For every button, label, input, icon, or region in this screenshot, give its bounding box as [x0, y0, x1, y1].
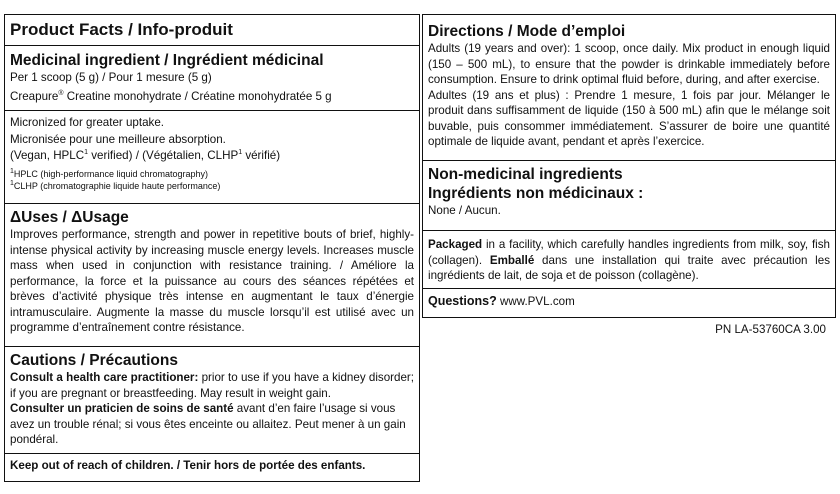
ingredient-name: Creatine monohydrate / Créatine monohydratée 5 g — [63, 89, 332, 103]
cautions-en-bold: Consult a health care practitioner: — [10, 371, 199, 384]
cautions-fr-text: avant d’en faire l’usage si vous avez un trouble rénal; si vous êtes enceinte ou allaitez. Peut mener à un gain pondéral. — [10, 402, 406, 446]
product-facts-title: Product Facts / Info-produit — [10, 20, 233, 39]
packaged-section — [423, 231, 835, 289]
packaged-fr-bold: Emballé — [489, 253, 535, 267]
footnote-hplc-text: HPLC (high-performance liquid chromatography) — [13, 168, 208, 179]
non-medicinal-section — [423, 161, 835, 231]
directions-section — [423, 15, 835, 161]
vegan-text-a: (Vegan, HPLC — [10, 149, 85, 162]
cautions-heading: Cautions / Précautions — [10, 352, 178, 369]
packaged-fr-text: dans une installation qui traite avec précaution les ingrédients de lait, de soja et de poisson (collagène). — [428, 253, 831, 282]
medicinal-ingredient-line — [10, 89, 414, 105]
ingredient-brand: Creapure — [10, 89, 59, 103]
micronized-fr: Micronisée pour une meilleure absorption. — [10, 132, 226, 146]
cautions-fr-bold: Consulter un praticien de soins de santé — [10, 402, 234, 415]
keep-out-warning — [10, 458, 414, 474]
serving-size: Per 1 scoop (5 g) / Pour 1 mesure (5 g) — [10, 71, 212, 84]
product-facts-panel — [4, 14, 420, 482]
non-medicinal-heading-fr: Ingrédients non médicinaux : — [428, 185, 644, 202]
uses-text: Improves performance, strength and power in repetitive bouts of brief, highly-intense physical activity by increasing muscle energy levels. Increases muscle mass when used in conjunction with resistance training. / Améliore la performance, la force et la puissance au cours des séances répétées et brèves d’activité physique très intense en augmentant le taux d’énergie intramusculaire. Augmente la masse du muscle lorsqu’il est utilisé avec un programme d’entraînement contre résistance. — [10, 228, 414, 334]
footnote-ref-1: 1 — [84, 149, 89, 157]
uses-section — [5, 204, 419, 347]
cautions-fr — [10, 401, 414, 448]
uses-heading: ΔUses / ΔUsage — [10, 209, 129, 226]
directions-heading: Directions / Mode d’emploi — [428, 23, 626, 40]
questions-section — [423, 289, 835, 313]
footnote-clhp — [10, 181, 414, 191]
vegan-verified — [10, 148, 414, 164]
footnote-hplc-mark: 1 — [10, 167, 14, 175]
registered-mark: ® — [58, 89, 64, 97]
medicinal-ingredient-heading: Medicinal ingredient / Ingrédient médicinal — [10, 52, 324, 69]
vegan-text-c: vérifié) — [242, 149, 281, 162]
footnote-hplc — [10, 169, 414, 179]
medicinal-ingredient-section — [5, 46, 419, 111]
non-medicinal-value: None / Aucun. — [428, 204, 501, 217]
micronized-en: Micronized for greater uptake. — [10, 116, 165, 129]
packaged-en-text: in a facility, which carefully handles ingredients from milk, soy, fish (collagen). — [428, 238, 830, 267]
cautions-en-text: prior to use if you have a kidney disorder; if you are pregnant or breastfeeding. May result in weight gain. — [10, 371, 414, 400]
product-facts-title-section — [5, 15, 419, 46]
directions-panel — [422, 14, 836, 318]
non-medicinal-heading-en: Non-medicinal ingredients — [428, 166, 623, 183]
vegan-text-b: verified) / (Végétalien, CLHP — [88, 149, 239, 162]
packaged-en-bold: Packaged — [428, 238, 483, 251]
questions-line — [428, 294, 830, 310]
part-number: PN LA-53760CA 3.00 — [715, 323, 826, 336]
website-link[interactable]: www.PVL.com — [496, 295, 575, 308]
packaged-text — [428, 237, 830, 284]
micronized-section — [5, 111, 419, 204]
footnote-clhp-mark: 1 — [10, 179, 14, 187]
keep-out-section — [5, 454, 419, 477]
questions-label: Questions? — [428, 294, 497, 308]
cautions-section — [5, 347, 419, 454]
footnote-clhp-text: CLHP (chromatographie liquide haute performance) — [13, 180, 221, 191]
cautions-en — [10, 370, 414, 401]
footnote-ref-2: 1 — [238, 149, 243, 157]
directions-en: Adults (19 years and over): 1 scoop, once daily. Mix product in enough liquid (150 – 500 mL), to ensure that the powder is drinkable immediately before consumption. Ensure to drink optimal fluid before, during, and after exercise. — [428, 42, 830, 86]
directions-fr: Adultes (19 ans et plus) : Prendre 1 mesure, 1 fois par jour. Mélanger le produit dans suffisamment de liquide (150 à 500 mL) afin que le mélange soit buvable, puis consommer immédiatement. S’assurer de boire une quantité optimale de liquide avant, pendant et après l’exercice. — [428, 88, 830, 148]
keep-out-text: Keep out of reach of children. / Tenir hors de portée des enfants. — [10, 459, 366, 472]
